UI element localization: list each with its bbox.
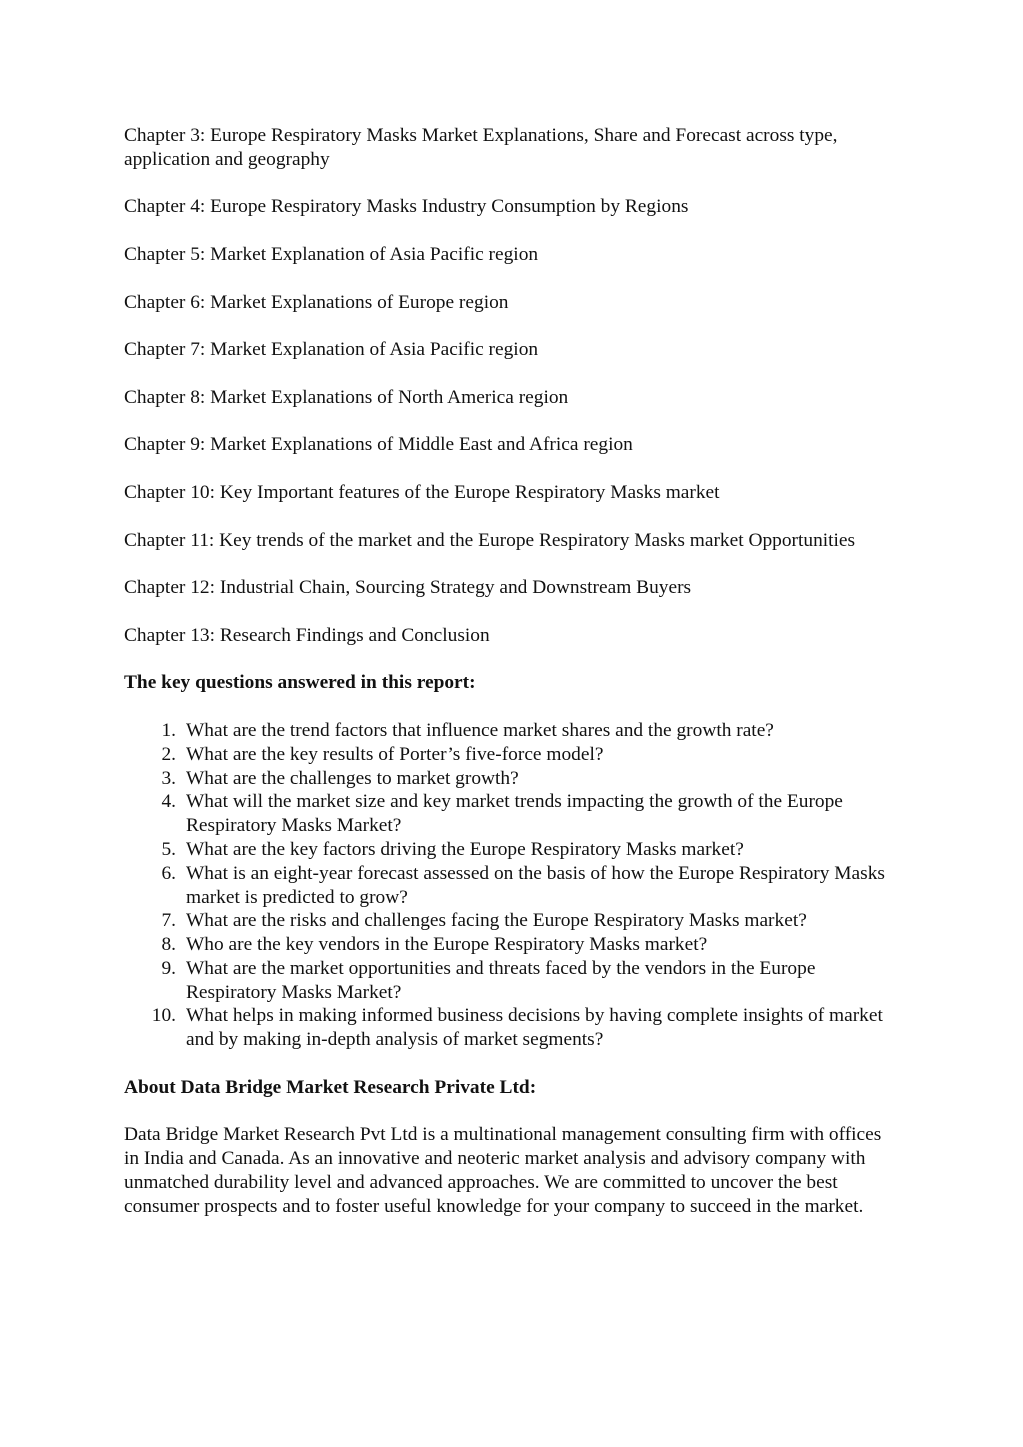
question-text: Who are the key vendors in the Europe Respiratory Masks market?	[186, 934, 708, 956]
question-number: 7.	[161, 910, 176, 932]
chapter-item: Chapter 8: Market Explanations of North America region	[124, 386, 569, 408]
question-number: 10.	[151, 1005, 176, 1027]
question-text: What are the key factors driving the Europe Respiratory Masks market?	[186, 838, 744, 860]
chapter-item: Chapter 13: Research Findings and Conclusion	[124, 624, 490, 646]
question-item	[124, 909, 894, 933]
question-text: What are the key results of Porter’s five-force model?	[186, 743, 604, 765]
question-text: What will the market size and key market trends impacting the growth of the Europe Respiratory Masks Market?	[186, 791, 843, 837]
question-number: 6.	[161, 862, 176, 884]
chapter-item: Chapter 11: Key trends of the market and the Europe Respiratory Masks market Opportunities	[124, 529, 856, 551]
question-item	[124, 862, 894, 910]
question-number: 5.	[161, 838, 176, 860]
question-text: What are the market opportunities and threats faced by the vendors in the Europe Respiratory Masks Market?	[186, 957, 816, 1003]
question-item	[124, 957, 894, 1005]
chapter-item: Chapter 4: Europe Respiratory Masks Industry Consumption by Regions	[124, 196, 689, 218]
question-text: What are the challenges to market growth?	[186, 767, 519, 789]
document-page	[124, 124, 894, 1219]
question-item	[124, 838, 894, 862]
chapter-item: Chapter 3: Europe Respiratory Masks Market Explanations, Share and Forecast across type, application and geography	[124, 125, 838, 170]
question-text: What are the risks and challenges facing the Europe Respiratory Masks market?	[186, 910, 807, 932]
about-heading: About Data Bridge Market Research Private Ltd:	[124, 1076, 537, 1098]
chapter-item: Chapter 6: Market Explanations of Europe region	[124, 291, 509, 313]
question-text: What is an eight-year forecast assessed on the basis of how the Europe Respiratory Masks market is predicted to grow?	[186, 862, 885, 908]
chapter-list	[124, 124, 894, 648]
question-number: 4.	[161, 791, 176, 813]
question-number: 3.	[161, 767, 176, 789]
chapter-item: Chapter 12: Industrial Chain, Sourcing Strategy and Downstream Buyers	[124, 577, 692, 599]
question-item	[124, 767, 894, 791]
question-number: 9.	[161, 957, 176, 979]
question-item	[124, 743, 894, 767]
questions-heading: The key questions answered in this report:	[124, 672, 476, 694]
question-item	[124, 790, 894, 838]
chapter-item: Chapter 7: Market Explanation of Asia Pacific region	[124, 339, 539, 361]
chapter-item: Chapter 10: Key Important features of the Europe Respiratory Masks market	[124, 481, 720, 503]
question-number: 8.	[161, 934, 176, 956]
question-item	[124, 933, 894, 957]
questions-list	[124, 719, 894, 1052]
question-item	[124, 1004, 894, 1052]
question-text: What helps in making informed business decisions by having complete insights of market and by making in-depth analysis of market segments?	[186, 1005, 883, 1051]
chapter-item: Chapter 9: Market Explanations of Middle East and Africa region	[124, 434, 633, 456]
question-number: 1.	[161, 719, 176, 741]
question-text: What are the trend factors that influence market shares and the growth rate?	[186, 719, 774, 741]
about-paragraph: Data Bridge Market Research Pvt Ltd is a multinational management consulting firm with offices in India and Canada. As an innovative and neoteric market analysis and advisory company with unmatched durability level and advanced approaches. We are committed to uncover the best consumer prospects and to foster useful knowledge for your company to succeed in the market.	[124, 1124, 882, 1217]
chapter-item: Chapter 5: Market Explanation of Asia Pacific region	[124, 243, 539, 265]
question-number: 2.	[161, 743, 176, 765]
question-item	[124, 719, 894, 743]
